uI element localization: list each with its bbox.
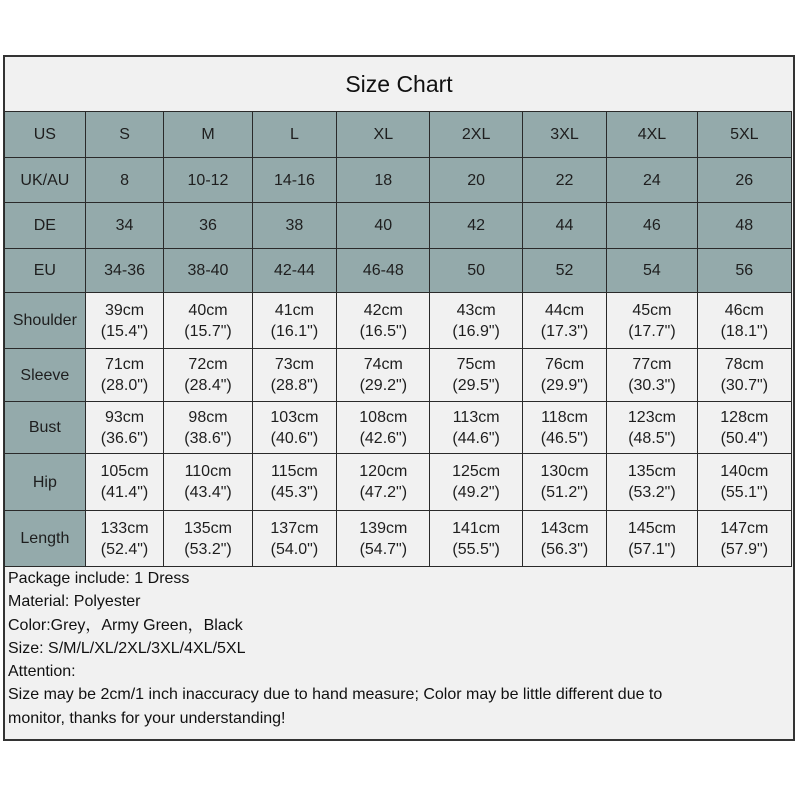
measure-cell: [697, 402, 791, 454]
measure-cell: [252, 293, 336, 349]
measure-cell: [522, 402, 606, 454]
row-header: Bust: [5, 402, 86, 454]
cm-value: 143cm: [540, 519, 589, 537]
size-cell: 8: [85, 158, 164, 203]
size-cell: 34-36: [85, 249, 164, 293]
size-header-cell: 4XL: [607, 112, 697, 158]
measure-cell: [164, 349, 252, 402]
cm-value: 128cm: [720, 408, 769, 426]
inch-value: (54.7"): [359, 540, 408, 558]
measure-cell: [697, 454, 791, 511]
inch-value: (28.8"): [270, 377, 319, 394]
inch-value: (52.4"): [100, 540, 149, 558]
note-size: Size: S/M/L/XL/2XL/3XL/4XL/5XL: [8, 639, 246, 657]
cm-value: 73cm: [274, 356, 314, 373]
inch-value: (15.4"): [100, 322, 149, 340]
measure-cell: [252, 402, 336, 454]
inch-value: (43.4"): [184, 484, 232, 501]
measure-cell: [85, 349, 164, 402]
measure-cell: [697, 293, 791, 349]
inch-value: (30.3"): [628, 377, 676, 394]
size-header-cell: 2XL: [430, 112, 522, 158]
cm-value: 130cm: [540, 463, 589, 480]
inch-value: (51.2"): [540, 484, 589, 501]
measure-cell: [85, 293, 164, 349]
cm-value: 139cm: [359, 519, 408, 537]
size-cell: 54: [607, 249, 697, 293]
measure-cell: [430, 293, 522, 349]
measure-cell: [164, 511, 252, 567]
measure-cell: [430, 454, 522, 511]
inch-value: (45.3"): [270, 484, 319, 501]
measure-cell: [85, 402, 164, 454]
inch-value: (42.6"): [359, 429, 408, 447]
inch-value: (49.2"): [452, 484, 500, 501]
inch-value: (55.1"): [720, 484, 769, 501]
cm-value: 133cm: [100, 519, 149, 537]
cm-value: 41cm: [274, 301, 314, 319]
size-cell: 20: [430, 158, 522, 203]
row-header: EU: [5, 249, 86, 293]
inch-value: (17.3"): [540, 322, 589, 340]
cm-value: 72cm: [188, 356, 228, 373]
measure-cell: [252, 349, 336, 402]
inch-value: (16.1"): [270, 322, 319, 340]
size-header-cell: L: [252, 112, 336, 158]
measure-cell: [337, 293, 430, 349]
cm-value: 120cm: [359, 463, 408, 480]
measure-cell: [252, 454, 336, 511]
size-row-eu: [5, 249, 792, 293]
cm-value: 140cm: [720, 463, 769, 480]
measure-cell: [697, 349, 791, 402]
cm-value: 118cm: [541, 408, 588, 426]
chart-title: Size Chart: [345, 71, 453, 97]
size-cell: 44: [522, 203, 606, 249]
inch-value: (28.0"): [100, 377, 149, 394]
size-cell: 52: [522, 249, 606, 293]
inch-value: (29.2"): [359, 377, 408, 394]
cm-value: 39cm: [104, 301, 145, 319]
measure-cell: [430, 402, 522, 454]
size-cell: 38-40: [164, 249, 252, 293]
note-color: Color:Grey，Army Green，Black: [8, 616, 243, 634]
cm-value: 135cm: [627, 463, 676, 480]
cm-value: 75cm: [456, 356, 496, 373]
measure-row-sleeve: [5, 349, 792, 402]
cm-value: 113cm: [452, 408, 500, 426]
inch-value: (16.9"): [452, 322, 500, 340]
row-header: Sleeve: [5, 349, 86, 402]
row-header: Shoulder: [5, 293, 86, 349]
inch-value: (29.9"): [540, 377, 589, 394]
measure-row-hip: [5, 454, 792, 511]
size-cell: 24: [607, 158, 697, 203]
cm-value: 71cm: [104, 356, 145, 373]
cm-value: 105cm: [100, 463, 149, 480]
size-cell: 34: [85, 203, 164, 249]
inch-value: (53.2"): [184, 540, 232, 558]
measure-cell: [607, 402, 697, 454]
measure-cell: [252, 511, 336, 567]
measure-cell: [430, 349, 522, 402]
measure-cell: [164, 454, 252, 511]
cm-value: 46cm: [724, 301, 764, 319]
inch-value: (55.5"): [452, 540, 500, 558]
measure-row-shoulder: [5, 293, 792, 349]
cm-value: 98cm: [188, 408, 228, 426]
size-row-us: [5, 112, 792, 158]
cm-value: 40cm: [188, 301, 228, 319]
row-header: DE: [5, 203, 86, 249]
inch-value: (17.7"): [628, 322, 676, 340]
inch-value: (44.6"): [452, 429, 500, 447]
inch-value: (36.6"): [100, 429, 149, 447]
size-cell: 38: [252, 203, 336, 249]
inch-value: (57.9"): [720, 540, 769, 558]
cm-value: 123cm: [627, 408, 676, 426]
size-cell: 50: [430, 249, 522, 293]
measure-cell: [607, 511, 697, 567]
cm-value: 93cm: [104, 408, 145, 426]
measure-cell: [337, 454, 430, 511]
inch-value: (48.5"): [628, 429, 676, 447]
cm-value: 135cm: [183, 519, 232, 537]
cm-value: 76cm: [544, 356, 585, 373]
size-header-cell: 3XL: [522, 112, 606, 158]
measure-cell: [337, 349, 430, 402]
size-cell: 42: [430, 203, 522, 249]
inch-value: (38.6"): [184, 429, 232, 447]
row-header: UK/AU: [5, 158, 86, 203]
measure-cell: [164, 402, 252, 454]
measure-cell: [337, 511, 430, 567]
size-cell: 18: [337, 158, 430, 203]
inch-value: (15.7"): [184, 322, 232, 340]
row-header: Hip: [5, 454, 86, 511]
inch-value: (46.5"): [540, 429, 589, 447]
cm-value: 137cm: [270, 519, 319, 537]
measure-cell: [522, 511, 606, 567]
cm-value: 78cm: [724, 356, 764, 373]
inch-value: (57.1"): [628, 540, 676, 558]
size-chart: [3, 55, 795, 741]
size-table: [4, 111, 792, 567]
note-attention: Attention:: [8, 663, 76, 681]
row-header: Length: [5, 511, 86, 567]
cm-value: 42cm: [363, 301, 403, 319]
measure-row-bust: [5, 402, 792, 454]
note-package: Package include: 1 Dress: [8, 570, 190, 587]
cm-value: 115cm: [270, 463, 318, 480]
inch-value: (41.4"): [100, 484, 149, 501]
measure-row-length: [5, 511, 792, 567]
row-header: US: [5, 112, 86, 158]
cm-value: 74cm: [363, 356, 403, 373]
measure-cell: [522, 349, 606, 402]
size-cell: 10-12: [164, 158, 252, 203]
cm-value: 108cm: [359, 408, 408, 426]
inch-value: (40.6"): [270, 429, 319, 447]
measure-cell: [85, 511, 164, 567]
size-header-cell: 5XL: [697, 112, 791, 158]
size-cell: 42-44: [252, 249, 336, 293]
cm-value: 147cm: [720, 519, 769, 537]
size-cell: 48: [697, 203, 791, 249]
cm-value: 141cm: [452, 519, 501, 537]
size-cell: 26: [697, 158, 791, 203]
measure-cell: [607, 293, 697, 349]
measure-cell: [85, 454, 164, 511]
size-cell: 56: [697, 249, 791, 293]
cm-value: 103cm: [270, 408, 319, 426]
inch-value: (16.5"): [359, 322, 408, 340]
cm-value: 125cm: [452, 463, 501, 480]
measure-cell: [522, 293, 606, 349]
note-disclaimer-2: monitor, thanks for your understanding!: [8, 709, 286, 727]
size-header-cell: XL: [337, 112, 430, 158]
cm-value: 110cm: [184, 463, 232, 480]
measure-cell: [697, 511, 791, 567]
cm-value: 77cm: [632, 356, 672, 373]
size-header-cell: M: [164, 112, 252, 158]
product-notes: [8, 567, 788, 730]
note-disclaimer-1: Size may be 2cm/1 inch inaccuracy due to hand measure; Color may be little different due to: [8, 686, 663, 704]
measure-cell: [337, 402, 430, 454]
measure-cell: [607, 454, 697, 511]
measure-cell: [522, 454, 606, 511]
size-row-uk-au: [5, 158, 792, 203]
inch-value: (29.5"): [452, 377, 500, 394]
inch-value: (56.3"): [540, 540, 589, 558]
size-cell: 40: [337, 203, 430, 249]
inch-value: (50.4"): [720, 429, 769, 447]
size-cell: 14-16: [252, 158, 336, 203]
cm-value: 43cm: [456, 301, 496, 319]
size-row-de: [5, 203, 792, 249]
measure-cell: [430, 511, 522, 567]
cm-value: 44cm: [544, 301, 585, 319]
size-cell: 46-48: [337, 249, 430, 293]
size-cell: 22: [522, 158, 606, 203]
measure-cell: [164, 293, 252, 349]
size-cell: 36: [164, 203, 252, 249]
size-header-cell: S: [85, 112, 164, 158]
cm-value: 145cm: [627, 519, 676, 537]
inch-value: (30.7"): [720, 377, 769, 394]
measure-cell: [607, 349, 697, 402]
inch-value: (53.2"): [628, 484, 676, 501]
note-material: Material: Polyester: [8, 593, 141, 611]
inch-value: (54.0"): [270, 540, 319, 558]
inch-value: (18.1"): [720, 322, 769, 340]
size-cell: 46: [607, 203, 697, 249]
inch-value: (28.4"): [184, 377, 232, 394]
inch-value: (47.2"): [359, 484, 408, 501]
cm-value: 45cm: [632, 301, 672, 319]
